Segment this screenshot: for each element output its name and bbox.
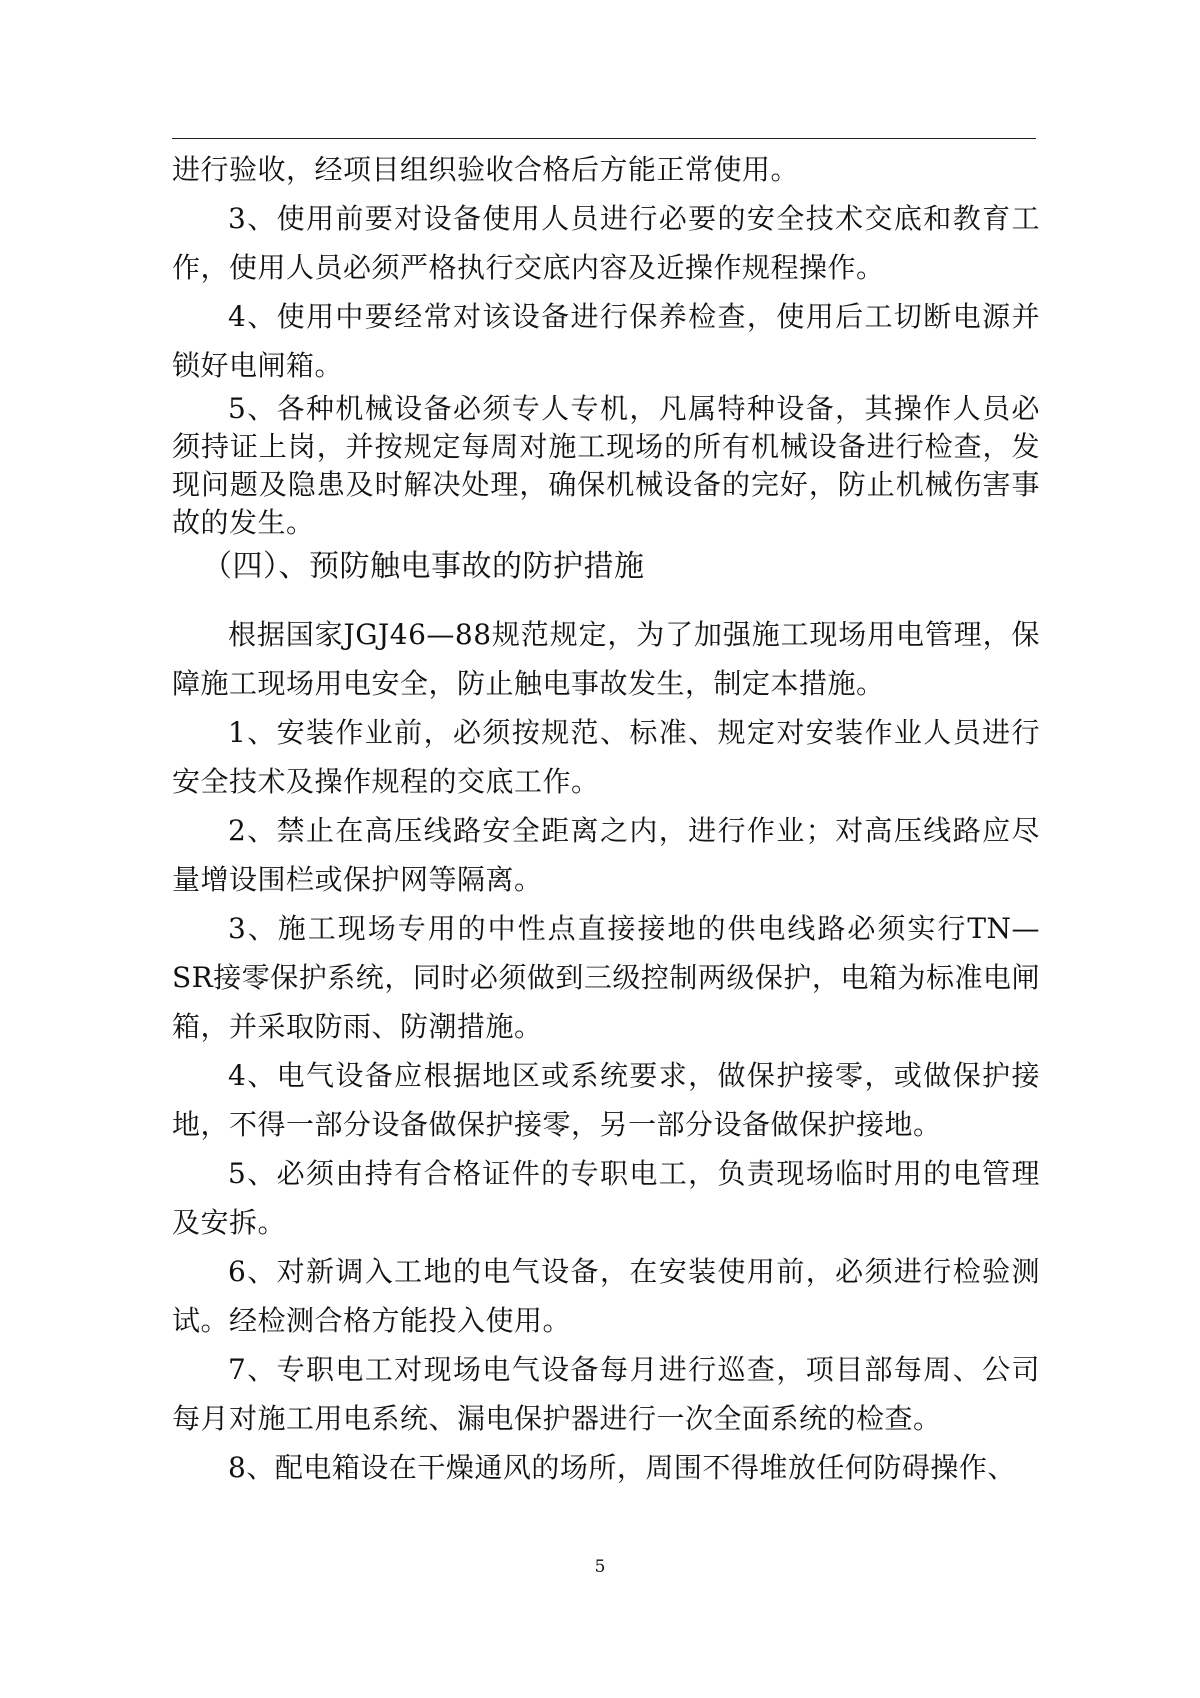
- paragraph-electrical-intro: 根据国家JGJ46—88规范规定，为了加强施工现场用电管理，保障施工现场用电安全，防止触电事故发生，制定本措施。: [172, 618, 1040, 700]
- paragraph-continuation: 进行验收，经项目组织验收合格后方能正常使用。: [172, 153, 800, 186]
- header-rule: [172, 138, 1036, 139]
- paragraph-equipment-maintenance: 4、使用中要经常对该设备进行保养检查，使用后工切断电源并锁好电闸箱。: [172, 300, 1040, 382]
- paragraph-electrical-item-8: 8、配电箱设在干燥通风的场所，周围不得堆放任何防碍操作、: [228, 1451, 1016, 1484]
- paragraph-equipment-training: 3、使用前要对设备使用人员进行必要的安全技术交底和教育工作，使用人员必须严格执行交底内容及近操作规程操作。: [172, 202, 1040, 284]
- paragraph-electrical-item-4: 4、电气设备应根据地区或系统要求，做保护接零，或做保护接地，不得一部分设备做保护接零，另一部分设备做保护接地。: [172, 1059, 1040, 1141]
- paragraph-electrical-item-5: 5、必须由持有合格证件的专职电工，负责现场临时用的电管理及安拆。: [172, 1157, 1040, 1239]
- body-text: [172, 145, 1040, 1492]
- paragraph-electrical-item-3: 3、施工现场专用的中性点直接接地的供电线路必须实行TN—SR接零保护系统，同时必须做到三级控制两级保护，电箱为标准电闸箱，并采取防雨、防潮措施。: [172, 912, 1040, 1043]
- paragraph-electrical-item-6: 6、对新调入工地的电气设备，在安装使用前，必须进行检验测试。经检测合格方能投入使用。: [172, 1255, 1040, 1337]
- page-number: 5: [594, 1557, 606, 1577]
- paragraph-electrical-item-1: 1、安装作业前，必须按规范、标准、规定对安装作业人员进行安全技术及操作规程的交底工作。: [172, 716, 1040, 798]
- paragraph-electrical-item-2: 2、禁止在高压线路安全距离之内，进行作业；对高压线路应尽量增设围栏或保护网等隔离。: [172, 814, 1040, 896]
- paragraph-electrical-item-7: 7、专职电工对现场电气设备每月进行巡查，项目部每周、公司每月对施工用电系统、漏电保护器进行一次全面系统的检查。: [172, 1353, 1040, 1435]
- paragraph-equipment-operators: 5、各种机械设备必须专人专机，凡属特种设备，其操作人员必须持证上岗，并按规定每周对施工现场的所有机械设备进行检查，发现问题及隐患及时解决处理，确保机械设备的完好，防止机械伤害事故的发生。: [172, 392, 1040, 539]
- section-heading: （四）、预防触电事故的防护措施: [202, 549, 645, 584]
